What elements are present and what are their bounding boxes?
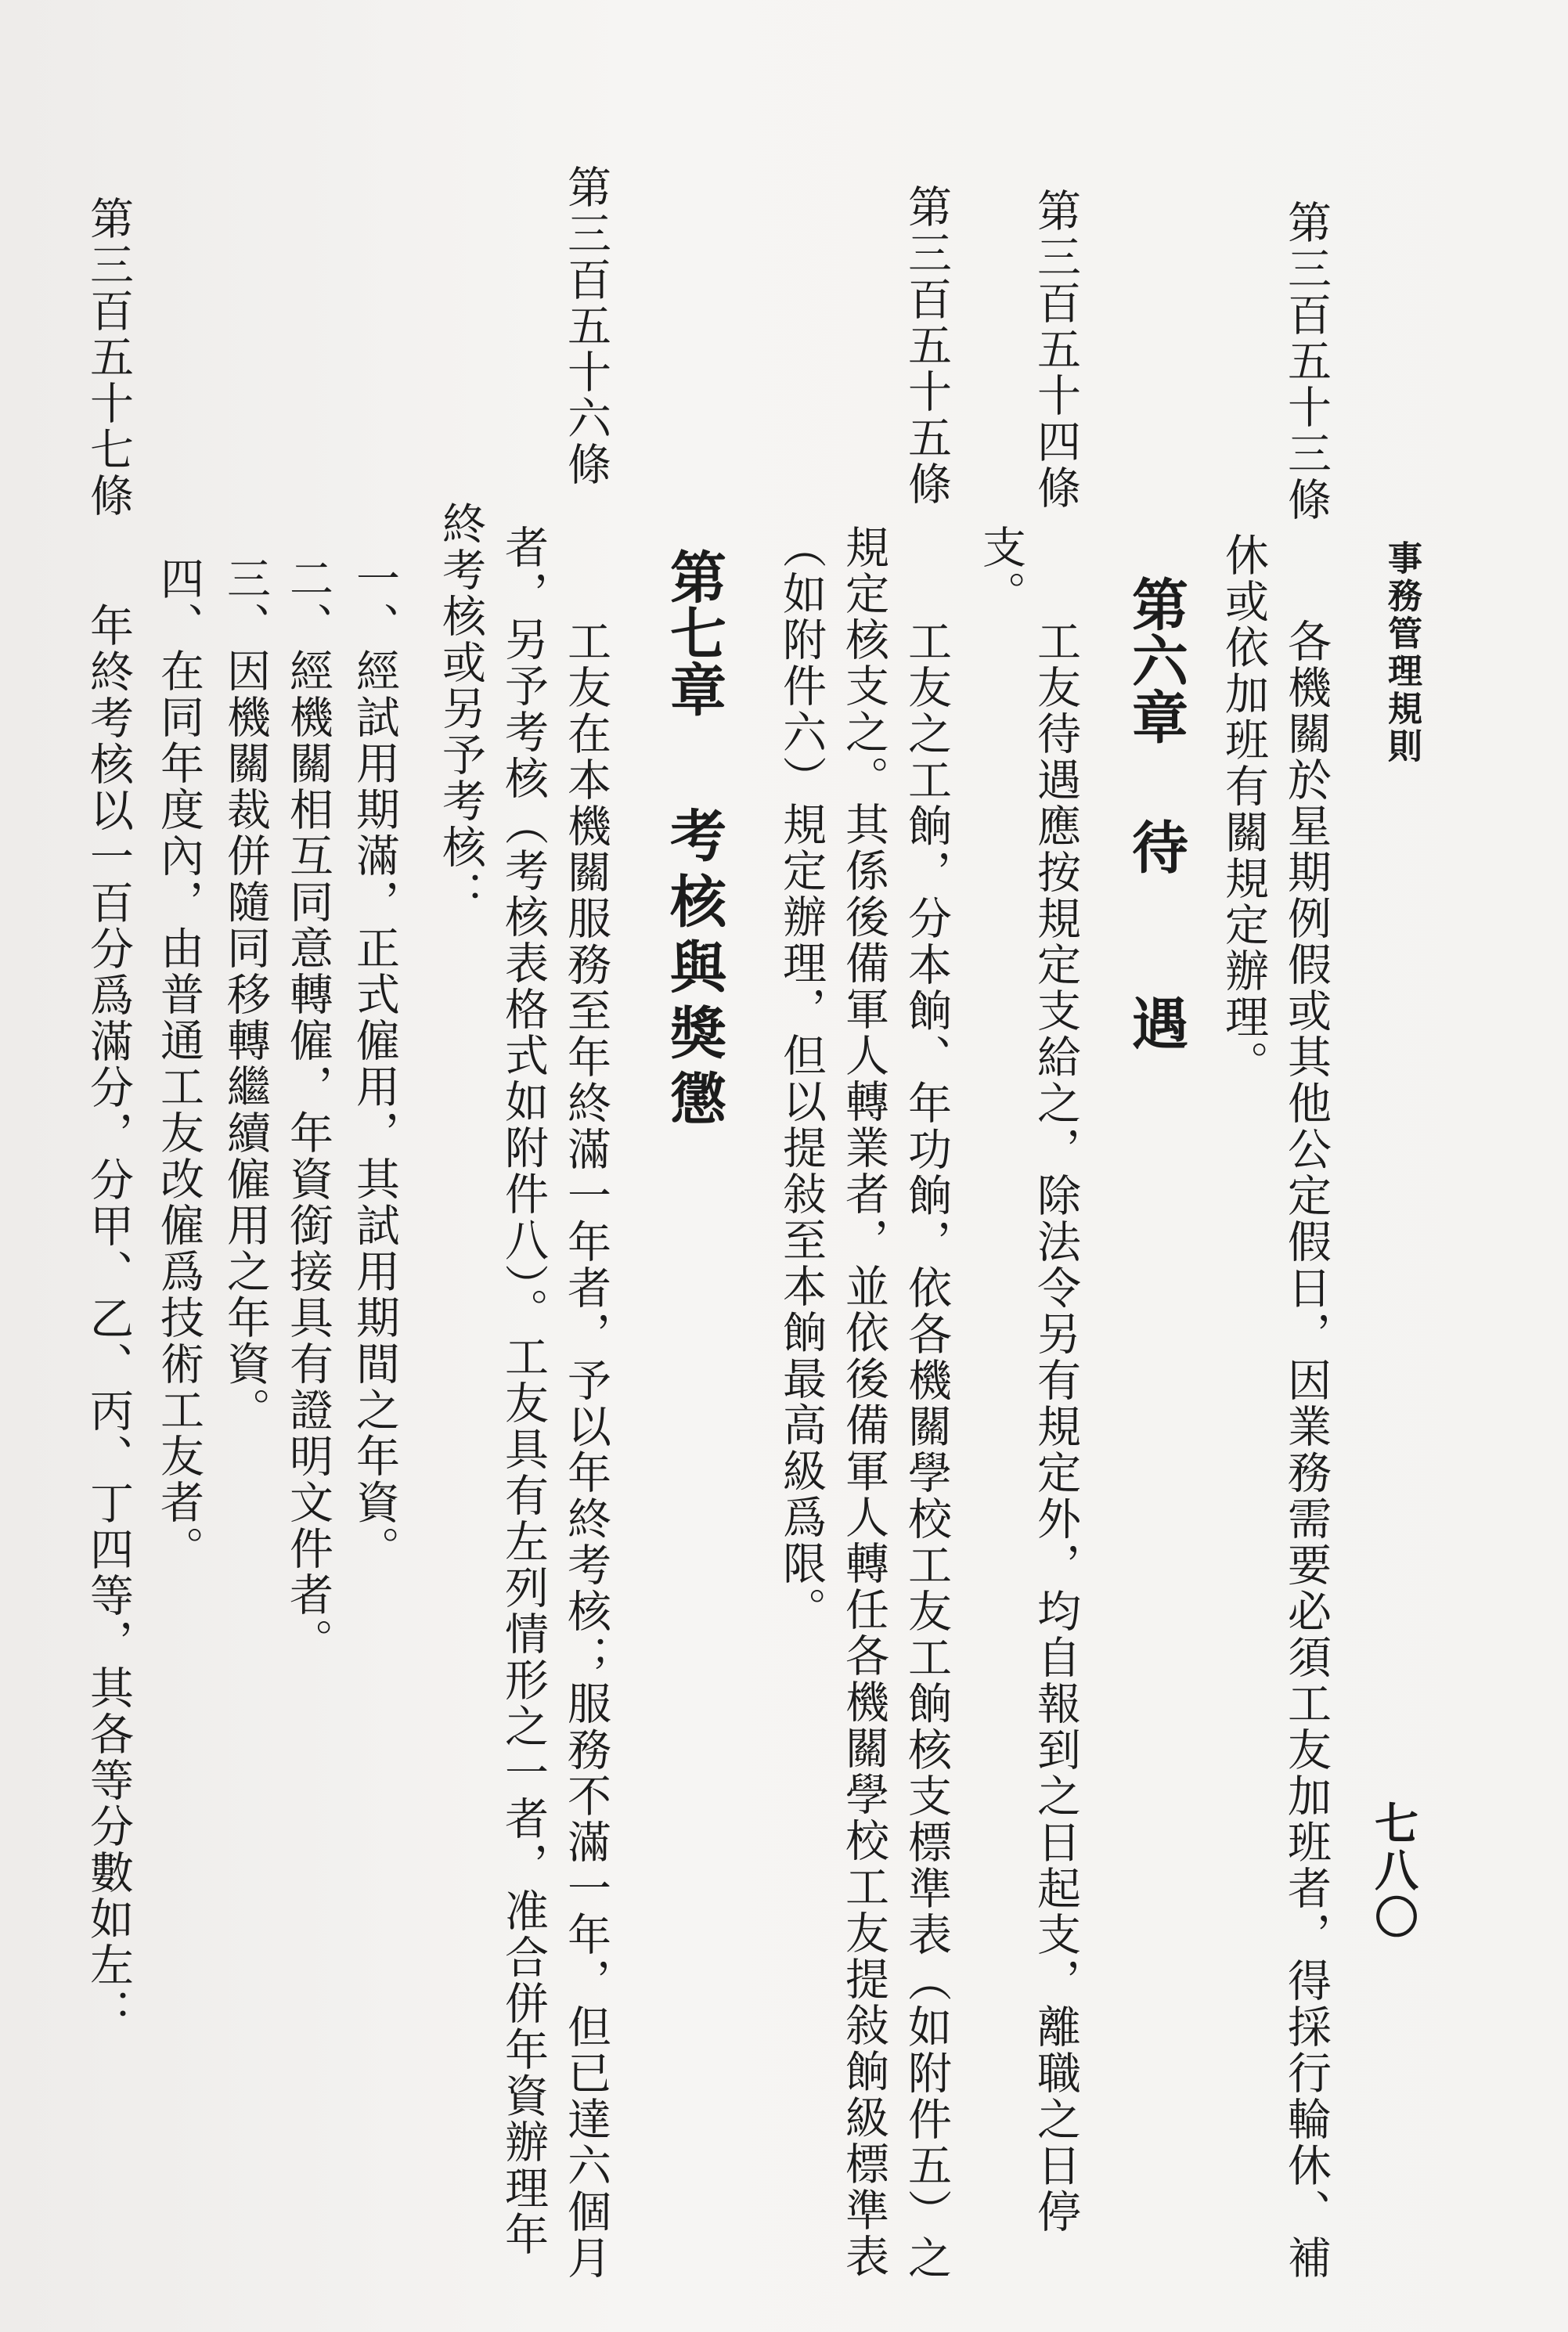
chapter-7-number: 第七章 (661, 548, 727, 717)
article-356-item-3: 三、因機關裁併隨同移轉繼續僱用之年資。 (220, 556, 271, 1433)
article-353-text-line2: 休或依加班有關規定辦理。 (1218, 532, 1269, 1087)
article-356-text-line3: 終考核或另予考核： (435, 501, 486, 917)
article-356-text-line2: 者，另予考核（考核表格式如附件八）。工友具有左列情形之一者，准合併年資辦理年 (498, 524, 549, 2258)
article-353-label: 第三百五十三條 (1281, 200, 1332, 523)
running-header-title: 事務管理規則 (1382, 540, 1422, 766)
article-355-text-line3: （如附件六）規定辦理，但以提敍至本餉最高級爲限。 (776, 524, 827, 1633)
chapter-6-number: 第六章 (1123, 575, 1189, 744)
chapter-6-title-char1: 待 (1123, 818, 1189, 874)
article-356-item-2: 二、經機關相互同意轉僱，年資銜接具有證明文件者。 (283, 556, 333, 1664)
article-357-label: 第三百五十七條 (83, 196, 134, 519)
article-355-text-line2: 規定核支之。其係後備軍人轉業者，並依後備軍人轉任各機關學校工友提敍餉級標準表 (838, 524, 889, 2280)
article-355-label: 第三百五十五條 (901, 184, 952, 507)
article-353-text-line1: 各機關於星期例假或其他公定假日，因業務需要必須工友加班者，得採行輪休、補 (1281, 618, 1332, 2281)
article-355-text-line1: 工友之工餉，分本餉、年功餉，依各機關學校工友工餉核支標準表（如附件五）之 (901, 618, 952, 2281)
article-354-text-line1: 工友待遇應按規定支給之，除法令另有規定外，均自報到之日起支，離職之日停 (1030, 618, 1081, 2235)
page-number: 七八〇 (1368, 1800, 1419, 1941)
article-356-item-1: 一、經試用期滿，正式僱用，其試用期間之年資。 (349, 556, 400, 1572)
chapter-7-title: 考核與獎懲 (661, 806, 727, 1135)
article-356-text-line1: 工友在本機關服務至年終滿一年者，予以年終考核；服務不滿一年，但已達六個月 (561, 618, 611, 2281)
article-356-label: 第三百五十六條 (561, 164, 611, 488)
article-357-text-line1: 年終考核以一百分爲滿分，分甲、乙、丙、丁四等，其各等分數如左： (83, 603, 134, 2035)
article-356-item-4: 四、在同年度內，由普通工友改僱爲技術工友者。 (153, 556, 204, 1572)
article-354-text-line2: 支。 (975, 524, 1026, 617)
article-354-label: 第三百五十四條 (1030, 188, 1081, 511)
chapter-6-title-char2: 遇 (1123, 994, 1189, 1051)
